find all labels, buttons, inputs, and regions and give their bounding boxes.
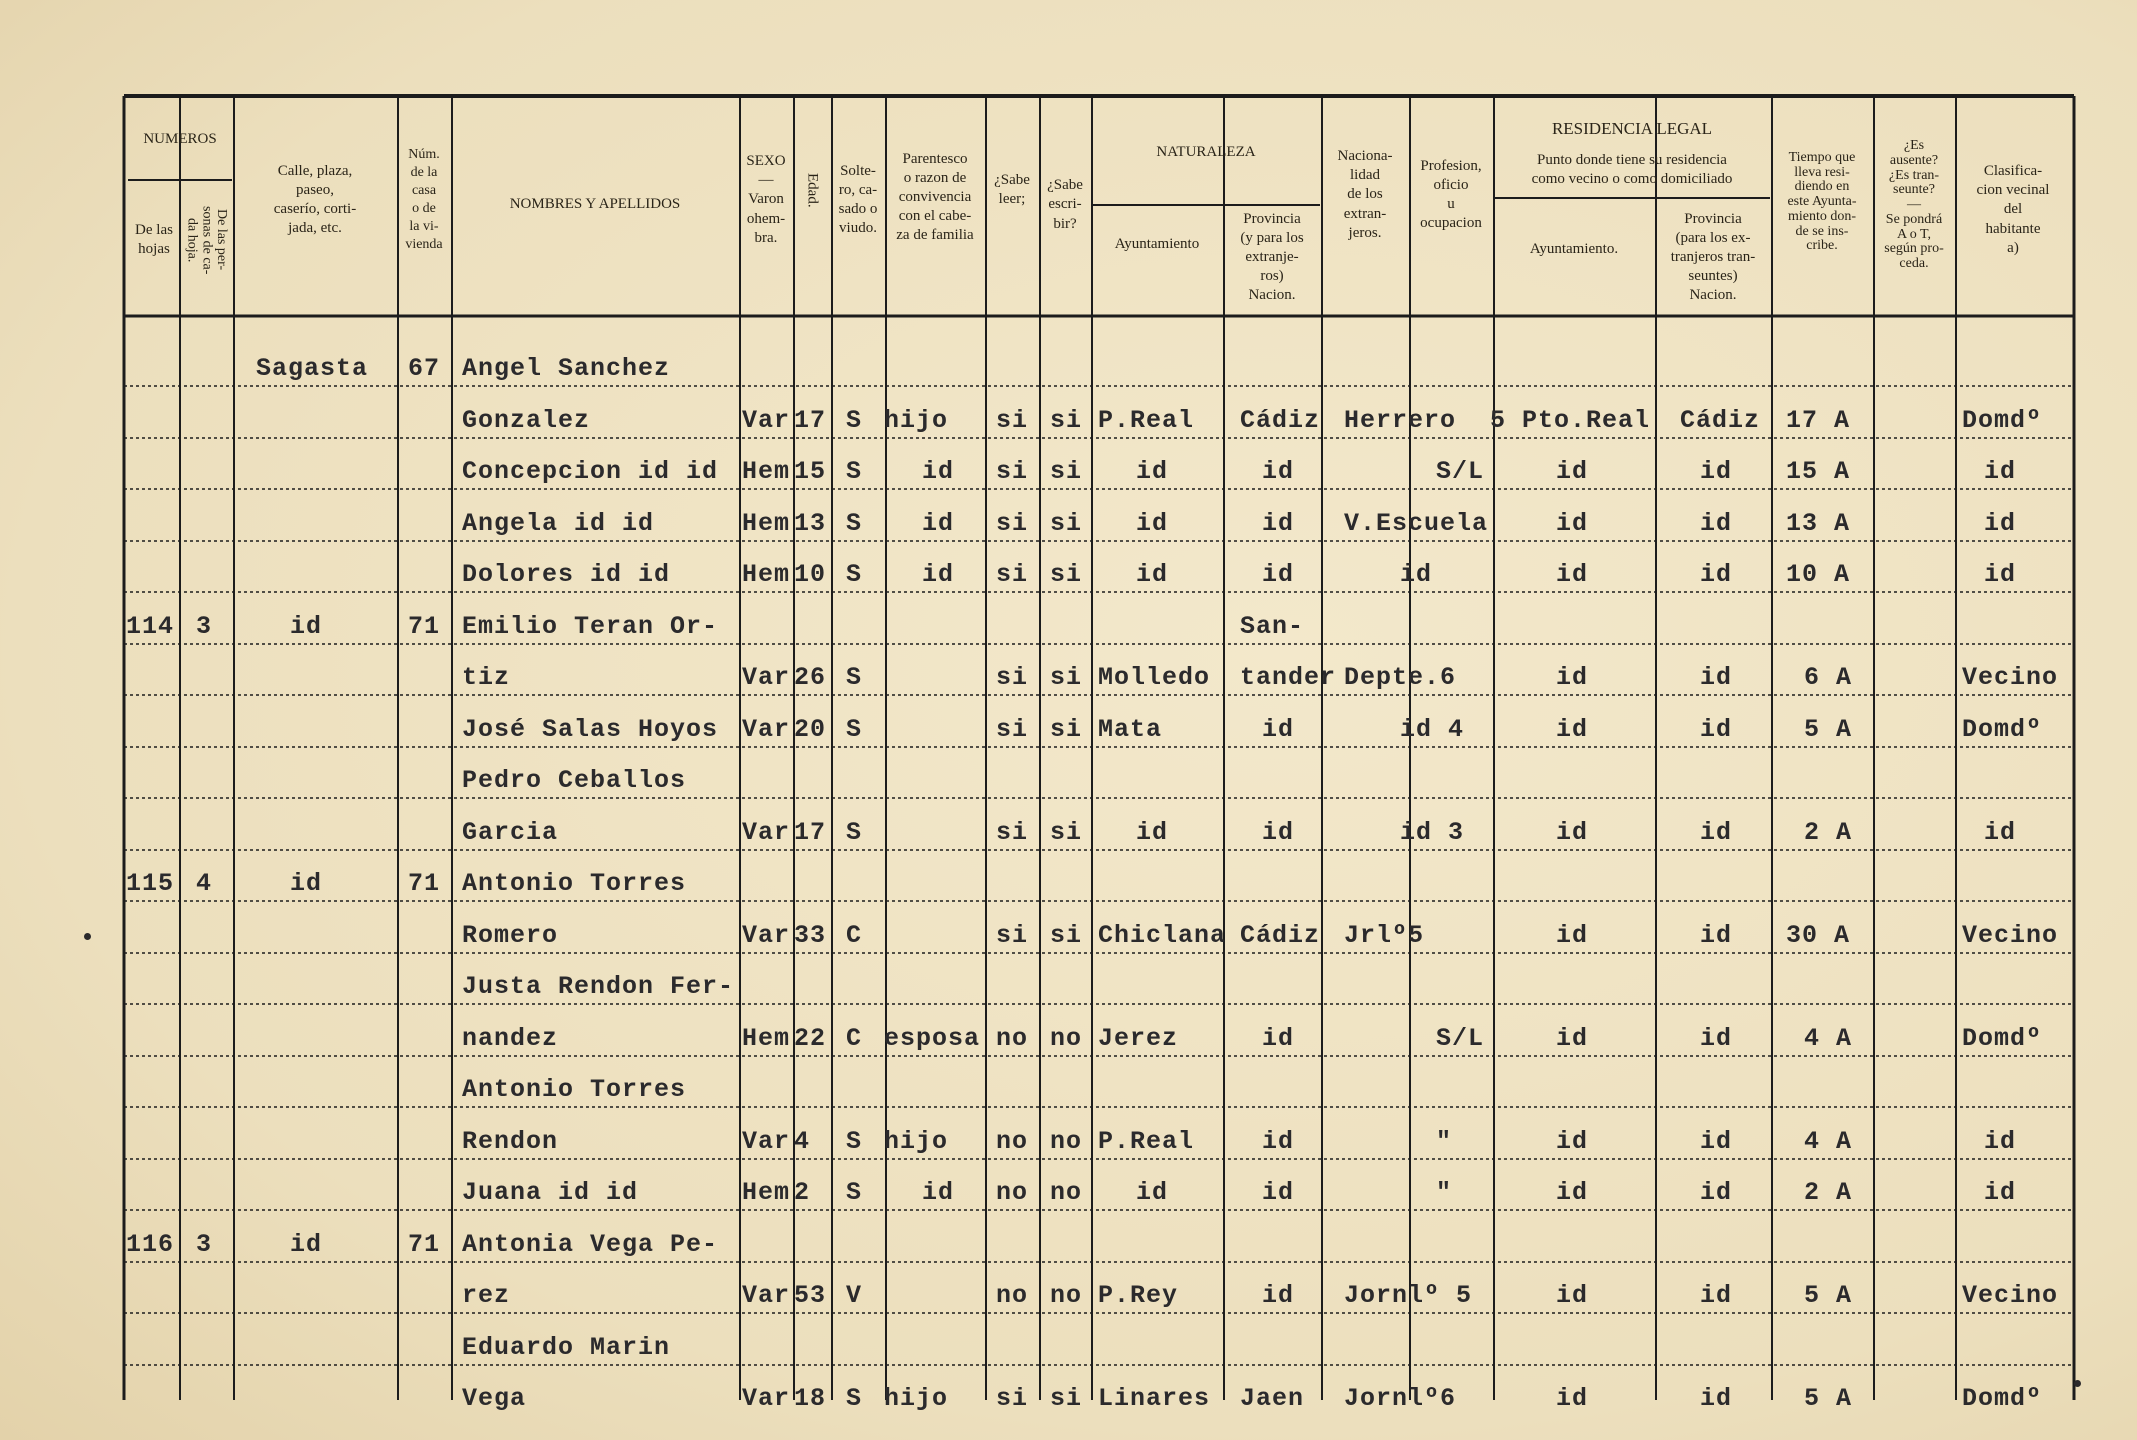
entry-nat-ayto: Chiclana bbox=[1098, 921, 1227, 950]
entry-nombre: José Salas Hoyos bbox=[462, 715, 719, 744]
entry-res-ayto: id bbox=[1556, 818, 1589, 847]
entry-parentesco: id bbox=[922, 560, 955, 589]
entry-clasif: Domdº bbox=[1962, 406, 2043, 435]
entry-profesion: Jornlº 5 bbox=[1344, 1281, 1473, 1310]
entry-edad: 17 bbox=[794, 406, 827, 435]
entry-sexo: Var bbox=[742, 1127, 791, 1156]
entry-calle: id bbox=[290, 612, 323, 641]
entry-escribir: si bbox=[1050, 921, 1083, 950]
entry-res-prov: id bbox=[1700, 921, 1733, 950]
entry-leer: si bbox=[996, 715, 1029, 744]
entry-escribir: no bbox=[1050, 1281, 1083, 1310]
entry-clasif: id bbox=[1984, 457, 2017, 486]
entry-sexo: Hem bbox=[742, 1024, 791, 1053]
entry-nombre: rez bbox=[462, 1281, 511, 1310]
entry-edad: 10 bbox=[794, 560, 827, 589]
header-sabe-leer: ¿Sabe leer; bbox=[994, 171, 1030, 207]
entry-nat-prov: id bbox=[1262, 715, 1295, 744]
header-res-ayuntamiento: Ayuntamiento. bbox=[1529, 241, 1619, 258]
entry-estado: S bbox=[846, 715, 863, 744]
entry-res-prov: id bbox=[1700, 715, 1733, 744]
entry-nat-prov: id bbox=[1262, 1024, 1295, 1053]
entry-edad: 4 bbox=[794, 1127, 811, 1156]
entry-res-prov: id bbox=[1700, 1281, 1733, 1310]
entry-sexo: Var bbox=[742, 921, 791, 950]
entry-casa: 71 bbox=[408, 869, 441, 898]
entry-tiempo: 6 A bbox=[1804, 663, 1853, 692]
entry-tiempo: 4 A bbox=[1804, 1024, 1853, 1053]
entry-estado: S bbox=[846, 1127, 863, 1156]
entry-nat-ayto: Molledo bbox=[1098, 663, 1211, 692]
entry-edad: 33 bbox=[794, 921, 827, 950]
entry-res-prov: id bbox=[1700, 560, 1733, 589]
header-sabe-escribir: ¿Sabe escri- bir? bbox=[1047, 177, 1083, 232]
ink-dot bbox=[84, 933, 91, 940]
entry-leer: si bbox=[996, 560, 1029, 589]
entry-parentesco: hijo bbox=[884, 1384, 949, 1413]
entry-profesion: id 3 bbox=[1400, 818, 1465, 847]
entry-leer: si bbox=[996, 406, 1029, 435]
entry-edad: 2 bbox=[794, 1178, 811, 1207]
entry-hoja: 115 bbox=[126, 869, 175, 898]
entry-nombre: Justa Rendon Fer- bbox=[462, 972, 735, 1001]
entry-escribir: no bbox=[1050, 1178, 1083, 1207]
entry-escribir: no bbox=[1050, 1127, 1083, 1156]
entry-escribir: si bbox=[1050, 457, 1083, 486]
entry-edad: 20 bbox=[794, 715, 827, 744]
entry-tiempo: 17 A bbox=[1786, 406, 1851, 435]
entry-estado: S bbox=[846, 663, 863, 692]
entry-clasif: id bbox=[1984, 560, 2017, 589]
entry-parentesco: id bbox=[922, 457, 955, 486]
entry-profesion: S/L bbox=[1436, 457, 1485, 486]
entry-tiempo: 5 A bbox=[1804, 1384, 1853, 1413]
header-nacionalidad: Naciona- lidad de los extran- jeros. bbox=[1337, 148, 1393, 241]
entry-profesion: " bbox=[1436, 1178, 1453, 1207]
entry-nat-prov: id bbox=[1262, 818, 1295, 847]
entry-tiempo: 2 A bbox=[1804, 818, 1853, 847]
entry-tiempo: 15 A bbox=[1786, 457, 1851, 486]
entry-escribir: si bbox=[1050, 663, 1083, 692]
entry-profesion: Depte.6 bbox=[1344, 663, 1457, 692]
entry-persona: 3 bbox=[196, 612, 213, 641]
entry-calle: id bbox=[290, 869, 323, 898]
entry-nat-ayto: P.Real bbox=[1098, 406, 1195, 435]
entry-clasif: Vecino bbox=[1962, 921, 2059, 950]
entry-sexo: Var bbox=[742, 818, 791, 847]
header-residencia-legal: RESIDENCIA LEGAL bbox=[1551, 119, 1713, 139]
entry-profesion: S/L bbox=[1436, 1024, 1485, 1053]
entry-res-prov: id bbox=[1700, 457, 1733, 486]
entry-sexo: Hem bbox=[742, 1178, 791, 1207]
entry-nombre: Antonio Torres bbox=[462, 869, 687, 898]
entry-edad: 18 bbox=[794, 1384, 827, 1413]
entry-estado: S bbox=[846, 406, 863, 435]
entry-nombre: Vega bbox=[462, 1384, 527, 1413]
entry-res-ayto: id bbox=[1556, 560, 1589, 589]
header-nat-provincia: Provincia (y para los extranje- ros) Nacion. bbox=[1240, 210, 1304, 304]
entry-casa: 71 bbox=[408, 612, 441, 641]
entry-edad: 17 bbox=[794, 818, 827, 847]
header-clasificacion: Clasifica- cion vecinal del habitante a) bbox=[1976, 163, 2050, 256]
entry-res-ayto: id bbox=[1556, 1384, 1589, 1413]
entry-sexo: Var bbox=[742, 1384, 791, 1413]
entry-res-ayto: id bbox=[1556, 921, 1589, 950]
header-nat-ayuntamiento: Ayuntamiento bbox=[1114, 236, 1200, 253]
entry-tiempo: 4 A bbox=[1804, 1127, 1853, 1156]
entry-res-prov: id bbox=[1700, 1178, 1733, 1207]
entry-nombre: Concepcion id id bbox=[462, 457, 719, 486]
entry-nat-prov: id bbox=[1262, 1127, 1295, 1156]
entry-escribir: si bbox=[1050, 715, 1083, 744]
entry-leer: si bbox=[996, 663, 1029, 692]
entry-leer: no bbox=[996, 1024, 1029, 1053]
entry-clasif: Vecino bbox=[1962, 1281, 2059, 1310]
entry-nat-prov: San- bbox=[1240, 612, 1305, 641]
entry-res-prov: id bbox=[1700, 1024, 1733, 1053]
ink-dot bbox=[2074, 1380, 2081, 1387]
entry-nombre: nandez bbox=[462, 1024, 559, 1053]
entry-calle: Sagasta bbox=[256, 354, 369, 383]
entry-calle: id bbox=[290, 1230, 323, 1259]
entry-res-prov: Cádiz bbox=[1680, 406, 1761, 435]
entry-estado: S bbox=[846, 1178, 863, 1207]
entry-parentesco: hijo bbox=[884, 406, 949, 435]
entry-leer: no bbox=[996, 1178, 1029, 1207]
entry-estado: S bbox=[846, 457, 863, 486]
entry-nat-prov: Cádiz bbox=[1240, 406, 1321, 435]
entry-nat-ayto: P.Rey bbox=[1098, 1281, 1179, 1310]
entry-sexo: Var bbox=[742, 406, 791, 435]
entry-res-prov: id bbox=[1700, 1384, 1733, 1413]
entry-nombre: Eduardo Marin bbox=[462, 1333, 671, 1362]
entry-sexo: Var bbox=[742, 715, 791, 744]
entry-estado: C bbox=[846, 1024, 863, 1053]
header-calle: Calle, plaza, paseo, caserío, corti- jada, etc. bbox=[273, 162, 357, 237]
entry-nat-ayto: P.Real bbox=[1098, 1127, 1195, 1156]
entry-leer: no bbox=[996, 1281, 1029, 1310]
entry-nat-prov: tander bbox=[1240, 663, 1337, 692]
entry-clasif: Domdº bbox=[1962, 715, 2043, 744]
entry-estado: S bbox=[846, 509, 863, 538]
entry-nat-prov: Jaen bbox=[1240, 1384, 1305, 1413]
entry-res-ayto: 5 Pto.Real bbox=[1490, 406, 1651, 435]
entry-profesion: Jrlº5 bbox=[1344, 921, 1425, 950]
header-num-casa: Núm. de la casa o de la vi- vienda bbox=[405, 147, 443, 252]
entry-nombre: Emilio Teran Or- bbox=[462, 612, 719, 641]
entry-res-ayto: id bbox=[1556, 663, 1589, 692]
entry-res-ayto: id bbox=[1556, 1178, 1589, 1207]
entry-estado: S bbox=[846, 818, 863, 847]
header-de-las-personas: De las per- sonas de ca- da hoja. bbox=[184, 205, 230, 275]
entry-nat-ayto: Linares bbox=[1098, 1384, 1211, 1413]
entry-escribir: si bbox=[1050, 406, 1083, 435]
entry-sexo: Var bbox=[742, 663, 791, 692]
header-residencia-sub: Punto donde tiene su residencia como vecino o como domiciliado bbox=[1531, 151, 1733, 187]
entry-res-ayto: id bbox=[1556, 1127, 1589, 1156]
entry-profesion: V.Escuela bbox=[1344, 509, 1489, 538]
entry-nombre: Garcia bbox=[462, 818, 559, 847]
entry-clasif: id bbox=[1984, 818, 2017, 847]
entry-nat-ayto: Jerez bbox=[1098, 1024, 1179, 1053]
entry-nat-prov: id bbox=[1262, 1178, 1295, 1207]
entry-nat-ayto: id bbox=[1136, 509, 1169, 538]
entry-tiempo: 5 A bbox=[1804, 715, 1853, 744]
entry-clasif: id bbox=[1984, 509, 2017, 538]
entry-escribir: si bbox=[1050, 560, 1083, 589]
entry-profesion: Jornlº6 bbox=[1344, 1384, 1457, 1413]
entry-res-ayto: id bbox=[1556, 1024, 1589, 1053]
entry-nombre: Angela id id bbox=[462, 509, 655, 538]
entry-profesion: " bbox=[1436, 1127, 1453, 1156]
header-numeros: NUMEROS bbox=[143, 131, 217, 148]
entry-profesion: id bbox=[1400, 560, 1433, 589]
entry-nat-prov: id bbox=[1262, 457, 1295, 486]
entry-sexo: Hem bbox=[742, 560, 791, 589]
entry-nat-prov: id bbox=[1262, 509, 1295, 538]
entry-leer: si bbox=[996, 921, 1029, 950]
entry-profesion: Herrero bbox=[1344, 406, 1457, 435]
entry-estado: V bbox=[846, 1281, 863, 1310]
entry-sexo: Var bbox=[742, 1281, 791, 1310]
entry-res-ayto: id bbox=[1556, 509, 1589, 538]
entry-leer: si bbox=[996, 457, 1029, 486]
entry-nombre: Antonio Torres bbox=[462, 1075, 687, 1104]
entry-res-ayto: id bbox=[1556, 715, 1589, 744]
entry-clasif: id bbox=[1984, 1178, 2017, 1207]
entry-edad: 53 bbox=[794, 1281, 827, 1310]
header-naturaleza: NATURALEZA bbox=[1156, 143, 1256, 160]
header-soltero: Solte- ro, ca- sado o viudo. bbox=[838, 162, 878, 237]
entry-casa: 67 bbox=[408, 354, 441, 383]
entry-res-prov: id bbox=[1700, 1127, 1733, 1156]
entry-leer: si bbox=[996, 818, 1029, 847]
entry-nat-prov: Cádiz bbox=[1240, 921, 1321, 950]
entry-tiempo: 13 A bbox=[1786, 509, 1851, 538]
entry-nat-prov: id bbox=[1262, 1281, 1295, 1310]
entry-nombre: Rendon bbox=[462, 1127, 559, 1156]
entry-hoja: 116 bbox=[126, 1230, 175, 1259]
entry-escribir: si bbox=[1050, 509, 1083, 538]
entry-res-prov: id bbox=[1700, 509, 1733, 538]
entry-clasif: Vecino bbox=[1962, 663, 2059, 692]
entry-nat-prov: id bbox=[1262, 560, 1295, 589]
entry-sexo: Hem bbox=[742, 457, 791, 486]
entry-tiempo: 2 A bbox=[1804, 1178, 1853, 1207]
entry-persona: 4 bbox=[196, 869, 213, 898]
entry-tiempo: 30 A bbox=[1786, 921, 1851, 950]
entry-sexo: Hem bbox=[742, 509, 791, 538]
entry-nombre: Romero bbox=[462, 921, 559, 950]
header-nombres: NOMBRES Y APELLIDOS bbox=[509, 196, 681, 213]
entry-nombre: Pedro Ceballos bbox=[462, 766, 687, 795]
entry-hoja: 114 bbox=[126, 612, 175, 641]
entry-escribir: no bbox=[1050, 1024, 1083, 1053]
entry-nat-ayto: id bbox=[1136, 457, 1169, 486]
entry-parentesco: id bbox=[922, 1178, 955, 1207]
entry-edad: 22 bbox=[794, 1024, 827, 1053]
entry-casa: 71 bbox=[408, 1230, 441, 1259]
header-sexo: SEXO — Varon ohem- bra. bbox=[746, 153, 786, 246]
entry-edad: 26 bbox=[794, 663, 827, 692]
entry-parentesco: id bbox=[922, 509, 955, 538]
entry-escribir: si bbox=[1050, 818, 1083, 847]
entry-parentesco: hijo bbox=[884, 1127, 949, 1156]
entry-clasif: Domdº bbox=[1962, 1384, 2043, 1413]
entry-estado: S bbox=[846, 1384, 863, 1413]
entry-escribir: si bbox=[1050, 1384, 1083, 1413]
header-profesion: Profesion, oficio u ocupacion bbox=[1420, 157, 1482, 232]
entry-nombre: Angel Sanchez bbox=[462, 354, 671, 383]
entry-nombre: Juana id id bbox=[462, 1178, 639, 1207]
entry-clasif: Domdº bbox=[1962, 1024, 2043, 1053]
entry-res-prov: id bbox=[1700, 663, 1733, 692]
entry-edad: 15 bbox=[794, 457, 827, 486]
entry-nat-ayto: id bbox=[1136, 560, 1169, 589]
header-de-las-hojas: De las hojas bbox=[135, 221, 173, 257]
entry-parentesco: esposa bbox=[884, 1024, 981, 1053]
header-ausente: ¿Es ausente? ¿Es tran- seunte? — Se pondrá A o T, según pro- ceda. bbox=[1884, 138, 1944, 271]
entry-nombre: Dolores id id bbox=[462, 560, 671, 589]
entry-res-ayto: id bbox=[1556, 1281, 1589, 1310]
entry-profesion: id 4 bbox=[1400, 715, 1465, 744]
entry-tiempo: 5 A bbox=[1804, 1281, 1853, 1310]
entry-res-prov: id bbox=[1700, 818, 1733, 847]
entry-nat-ayto: id bbox=[1136, 818, 1169, 847]
header-res-provincia: Provincia (para los ex- tranjeros tran- seuntes) Nacion. bbox=[1670, 210, 1756, 304]
entry-nombre: tiz bbox=[462, 663, 511, 692]
entry-res-ayto: id bbox=[1556, 457, 1589, 486]
entry-nombre: Gonzalez bbox=[462, 406, 591, 435]
entry-edad: 13 bbox=[794, 509, 827, 538]
entry-leer: si bbox=[996, 509, 1029, 538]
entry-estado: C bbox=[846, 921, 863, 950]
entry-nat-ayto: Mata bbox=[1098, 715, 1163, 744]
entry-estado: S bbox=[846, 560, 863, 589]
entry-nombre: Antonia Vega Pe- bbox=[462, 1230, 719, 1259]
entry-tiempo: 10 A bbox=[1786, 560, 1851, 589]
entry-nat-ayto: id bbox=[1136, 1178, 1169, 1207]
entry-clasif: id bbox=[1984, 1127, 2017, 1156]
header-edad: Edad. bbox=[804, 172, 821, 208]
entry-leer: si bbox=[996, 1384, 1029, 1413]
header-tiempo: Tiempo que lleva resi- diendo en este Ayunta- miento don- de se ins- cribe. bbox=[1787, 150, 1857, 254]
entry-persona: 3 bbox=[196, 1230, 213, 1259]
header-parentesco: Parentesco o razon de convivencia con el cabe- za de familia bbox=[896, 150, 974, 244]
entry-leer: no bbox=[996, 1127, 1029, 1156]
